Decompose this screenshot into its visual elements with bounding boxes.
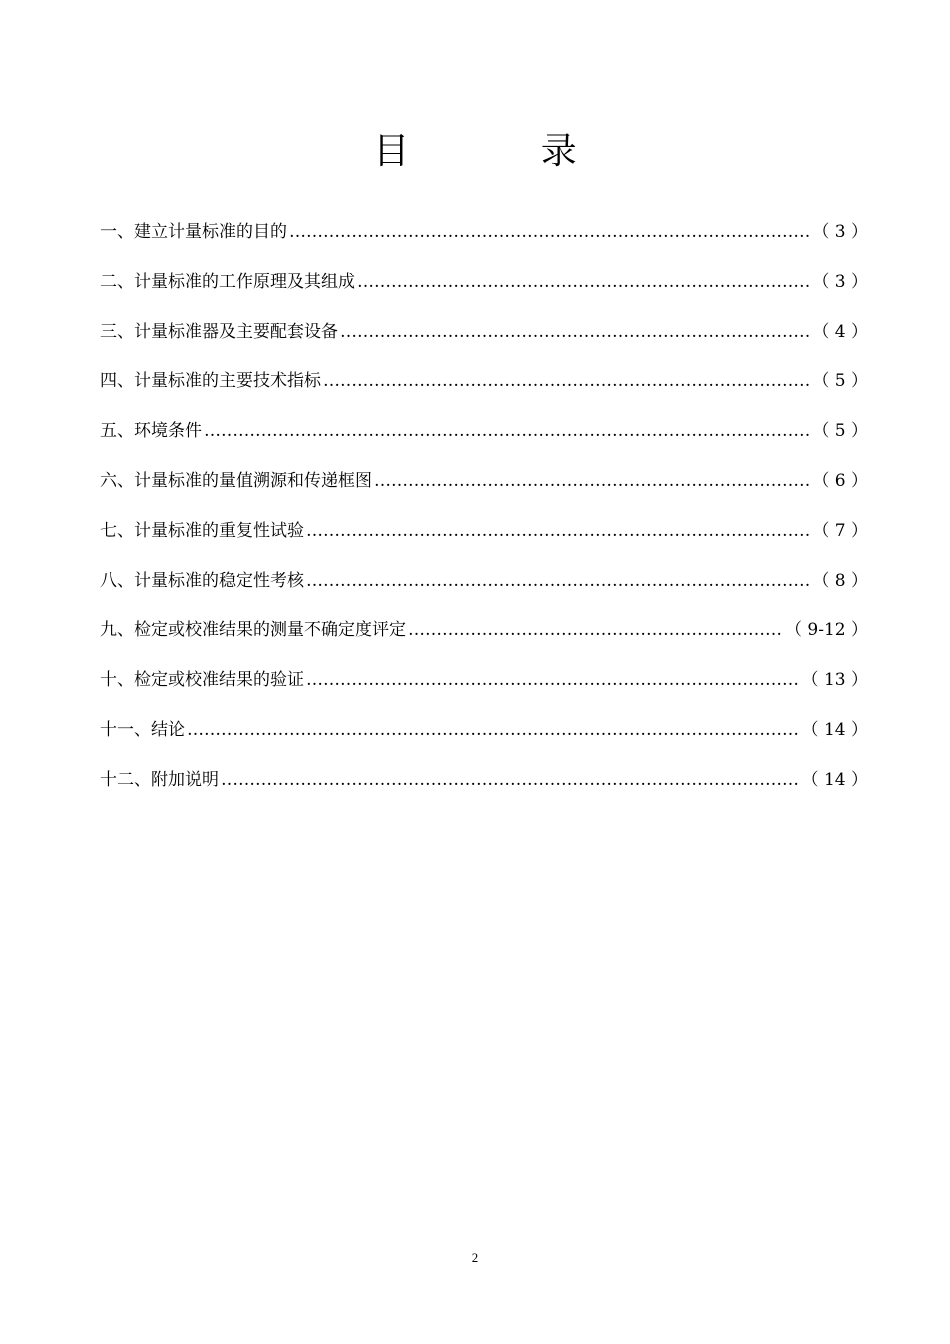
toc-entry [100, 614, 868, 664]
toc-entry-page: （ 13 ） [801, 670, 868, 691]
toc-leader-dots [187, 714, 800, 746]
toc-entry [100, 714, 868, 764]
toc-leader-dots [340, 316, 810, 348]
toc-entry-label: 二、计量标准的工作原理及其组成 [100, 271, 355, 292]
toc-entry [100, 216, 868, 266]
toc-leader-dots [204, 415, 810, 447]
toc-leader-dots [306, 515, 810, 547]
toc-entry [100, 415, 868, 465]
toc-entry-page: （ 8 ） [812, 570, 868, 591]
toc-entry [100, 764, 868, 814]
toc-entry [100, 465, 868, 515]
toc-entry-page: （ 14 ） [801, 769, 868, 790]
toc-entry-label: 三、计量标准器及主要配套设备 [100, 321, 338, 342]
toc-entry-label: 八、计量标准的稳定性考核 [100, 570, 304, 591]
toc-leader-dots [357, 266, 810, 298]
toc-entry-label: 一、建立计量标准的目的 [100, 222, 287, 242]
toc-entry-page: （ 14 ） [801, 719, 868, 740]
toc-entry [100, 565, 868, 615]
toc-leader-dots [323, 365, 810, 397]
toc-leader-dots [306, 565, 810, 597]
toc-entry-page: （ 9-12 ） [785, 620, 868, 641]
toc-entry-page: （ 3 ） [812, 222, 868, 242]
toc-leader-dots [289, 216, 810, 248]
toc-entry-label: 十、检定或校准结果的验证 [100, 670, 304, 691]
toc-leader-dots [408, 614, 783, 646]
toc-entry-label: 十一、结论 [100, 719, 185, 740]
toc-entry-label: 六、计量标准的量值溯源和传递框图 [100, 470, 372, 491]
page-number: 2 [471, 1250, 479, 1265]
toc-entry-page: （ 4 ） [812, 321, 868, 342]
toc-entry-label: 十二、附加说明 [100, 769, 219, 790]
table-of-contents [100, 216, 868, 814]
toc-entry-page: （ 5 ） [812, 371, 868, 392]
toc-entry-page: （ 3 ） [812, 271, 868, 292]
toc-entry-label: 四、计量标准的主要技术指标 [100, 371, 321, 392]
toc-entry-label: 五、环境条件 [100, 421, 202, 442]
toc-entry-page: （ 7 ） [812, 520, 868, 541]
toc-entry [100, 664, 868, 714]
page-title: 目 录 [373, 131, 637, 172]
toc-entry-page: （ 5 ） [812, 421, 868, 442]
toc-entry-label: 七、计量标准的重复性试验 [100, 520, 304, 541]
toc-entry [100, 515, 868, 565]
toc-entry-label: 九、检定或校准结果的测量不确定度评定 [100, 620, 406, 641]
toc-leader-dots [221, 764, 800, 796]
toc-entry-page: （ 6 ） [812, 470, 868, 491]
toc-entry [100, 266, 868, 316]
toc-leader-dots [306, 664, 800, 696]
toc-entry [100, 316, 868, 366]
toc-leader-dots [374, 465, 810, 497]
toc-entry [100, 365, 868, 415]
